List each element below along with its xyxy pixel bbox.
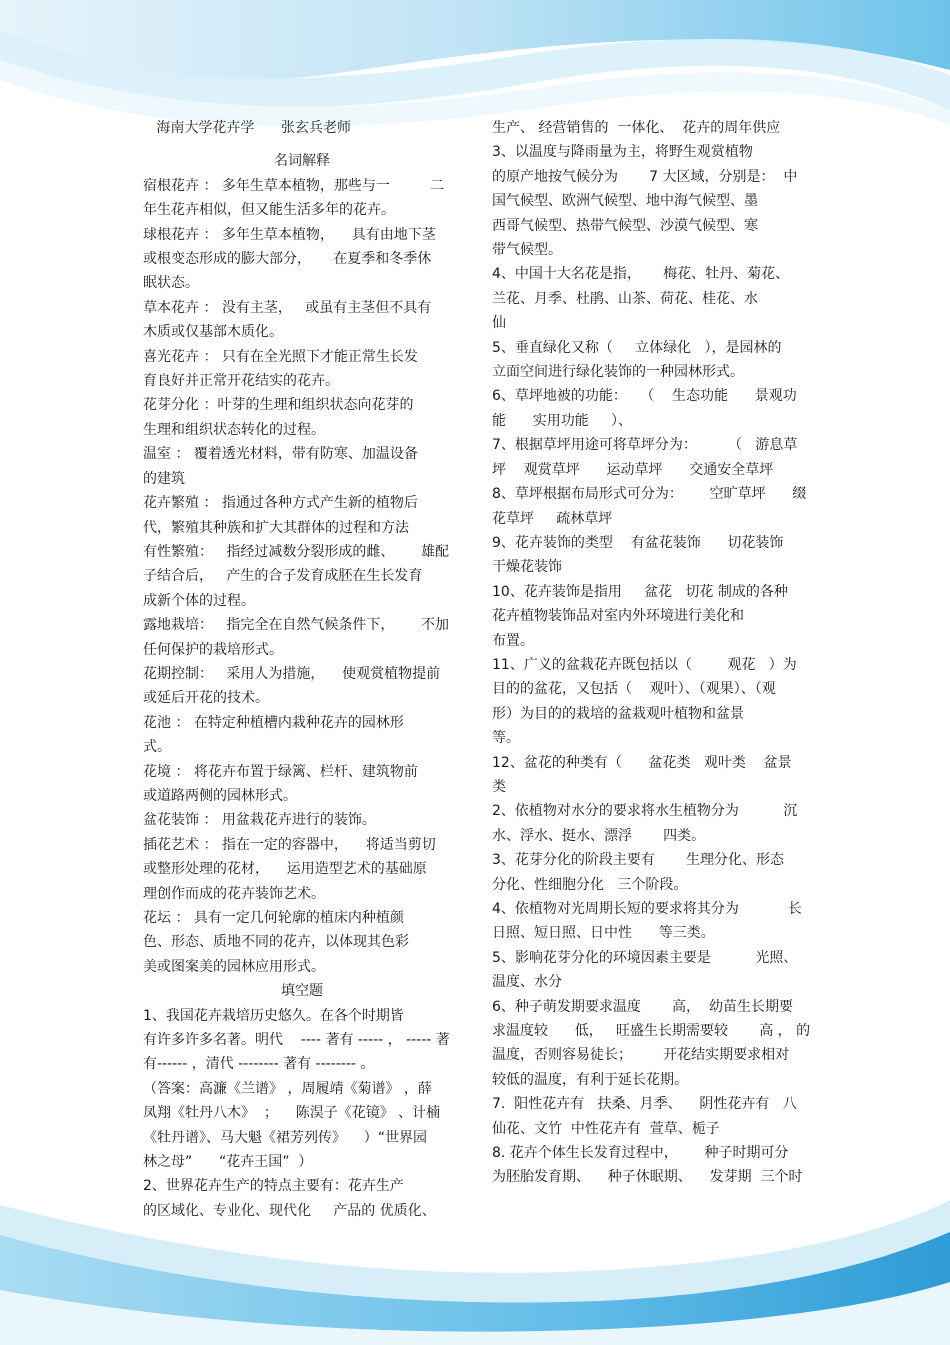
- text-line: 林之母” “花卉王国” ）: [143, 1154, 313, 1171]
- text-line: 目的的盆花，又包括（ 观叶）、（观果）、（观: [492, 681, 776, 698]
- text-line: 育良好并正常开花结实的花卉。: [143, 373, 339, 390]
- text-line: 插花艺术 ： 指在一定的容器中， 将适当剪切: [143, 836, 436, 853]
- text-line: 生理和组织状态转化的过程。: [143, 421, 325, 438]
- text-line: 草本花卉 ： 没有主茎， 或虽有主茎但不具有: [143, 299, 432, 316]
- text-line: 为胚胎发育期、 种子休眠期、 发芽期 三个时: [492, 1169, 803, 1186]
- text-line: 宿根花卉 ： 多年生草本植物，那些与一 二: [143, 177, 444, 194]
- text-line: 或整形处理的花材， 运用造型艺术的基础原: [143, 861, 427, 878]
- text-line: 坪 观赏草坪 运动草坪 交通安全草坪: [492, 461, 774, 478]
- text-line: 3、花芽分化的阶段主要有 生理分化、形态: [492, 852, 785, 869]
- text-line: 水、浮水、挺水、漂浮 四类。: [492, 827, 706, 844]
- text-line: 等。: [492, 730, 520, 747]
- line-spacer: [143, 140, 461, 149]
- text-line: 西哥气候型、热带气候型、沙漠气候型、寒: [492, 217, 758, 234]
- text-line: 盆花装饰 ： 用盆栽花卉进行的装饰。: [143, 812, 376, 829]
- text-line: 温度、水分: [492, 974, 562, 991]
- text-line: 成新个体的过程。: [143, 592, 255, 609]
- text-line: 球根花卉 ： 多年生草本植物， 具有由地下茎: [143, 226, 436, 243]
- text-line: 5、影响花芽分化的环境因素主要是 光照、: [492, 949, 798, 966]
- left-column: [143, 116, 461, 1223]
- text-line: 花坛 ： 具有一定几何轮廓的植床内种植颜: [143, 910, 404, 926]
- text-line: 美或图案美的园林应用形式。: [143, 958, 325, 975]
- text-line: 理创作而成的花卉装饰艺术。: [143, 885, 325, 902]
- text-line: 的建筑: [143, 470, 185, 487]
- text-line: 形）为目的的栽培的盆栽观叶植物和盆景: [492, 705, 744, 722]
- text-line: 露地栽培： 指完全在自然气候条件下， 不加: [143, 617, 450, 634]
- text-line: 仙: [492, 315, 506, 332]
- text-line: 7. 阳性花卉有 扶桑、月季、 阴性花卉有 八: [492, 1096, 797, 1113]
- text-line: 仙花、文竹 中性花卉有 萱草、栀子: [492, 1120, 720, 1137]
- document-title: 海南大学花卉学 张玄兵老师: [143, 120, 352, 136]
- text-line: 日照、短日照、日中性 等三类。: [492, 925, 715, 942]
- text-line: 9、花卉装饰的类型 有盆花装饰 切花装饰: [492, 534, 784, 551]
- text-line: 花期控制： 采用人为措施， 使观赏植物提前: [143, 665, 441, 682]
- text-line: 7、根据草坪用途可将草坪分为： （ 游息草: [492, 437, 798, 454]
- section-heading: 名词解释: [274, 153, 330, 170]
- text-line: 4、依植物对光周期长短的要求将其分为 长: [492, 901, 802, 917]
- text-line: 或根变态形成的膨大部分， 在夏季和冬季休: [143, 251, 432, 268]
- text-line: 色、形态、质地不同的花卉，以体现其色彩: [143, 934, 409, 951]
- text-line: 花池 ： 在特定种植槽内栽种花卉的园林形: [143, 714, 404, 731]
- text-line: 有性繁殖： 指经过减数分裂形成的雌、 雄配: [143, 543, 450, 560]
- text-line: 带气候型。: [492, 242, 562, 259]
- text-line: 求温度较 低， 旺盛生长期需要较 高 ， 的: [492, 1023, 811, 1040]
- text-line: 或道路两侧的园林形式。: [143, 787, 297, 804]
- text-line: 6、种子萌发期要求温度 高， 幼苗生长期要: [492, 998, 793, 1015]
- text-line: 生产、 经营销售的 一体化、 花卉的周年供应: [492, 120, 781, 136]
- text-line: 木质或仅基部木质化。: [143, 324, 283, 341]
- text-line: 花芽分化 ：叶芽的生理和组织状态向花芽的: [143, 397, 414, 414]
- text-line: 5、垂直绿化又称（ 立体绿化 ），是园林的: [492, 339, 782, 356]
- text-line: 喜光花卉 ： 只有在全光照下才能正常生长发: [143, 348, 418, 365]
- text-line: 立面空间进行绿化装饰的一种园林形式。: [492, 364, 744, 381]
- text-line: 2、依植物对水分的要求将水生植物分为 沉: [492, 803, 798, 820]
- text-line: 国气候型、欧洲气候型、地中海气候型、墨: [492, 193, 758, 210]
- text-line: 有------ ，清代 -------- 著有 -------- 。: [143, 1056, 375, 1073]
- text-line: 1、我国花卉栽培历史悠久。在各个时期皆: [143, 1007, 404, 1024]
- text-line: 分化、性细胞分化 三个阶段。: [492, 876, 688, 893]
- text-line: 8、草坪根据布局形式可分为： 空旷草坪 缀: [492, 486, 807, 503]
- text-line: 代，繁殖其种族和扩大其群体的过程和方法: [143, 519, 409, 536]
- text-line: 花草坪 疏林草坪: [492, 510, 613, 527]
- section-heading: 填空题: [281, 983, 323, 1000]
- text-line: 《牡丹谱》、马大魁《裙芳列传》 ）“世界园: [143, 1129, 428, 1146]
- text-line: 10、花卉装饰是指用 盆花 切花 制成的各种: [492, 583, 788, 600]
- text-line: 年生花卉相似，但又能生活多年的花卉。: [143, 202, 395, 219]
- text-line: 凤翔《牡丹八木》 ； 陈淏子《花镜》 、计楠: [143, 1105, 441, 1122]
- text-line: 8. 花卉个体生长发育过程中， 种子时期可分: [492, 1145, 789, 1162]
- text-line: 较低的温度，有利于延长花期。: [492, 1071, 688, 1088]
- text-line: 花卉植物装饰品对室内外环境进行美化和: [492, 608, 744, 625]
- text-line: 温室 ： 覆着透光材料，带有防寒、加温设备: [143, 446, 418, 463]
- text-line: 能 实用功能 ）、: [492, 412, 632, 429]
- text-line: 4、中国十大名花是指， 梅花、牡丹、菊花、: [492, 266, 790, 283]
- text-line: 有许多许多名著。明代 ---- 著有 ----- ， ----- 著: [143, 1032, 450, 1049]
- text-line: 任何保护的栽培形式。: [143, 641, 283, 658]
- text-line: 2、世界花卉生产的特点主要有：花卉生产: [143, 1178, 404, 1195]
- text-line: 花卉繁殖 ： 指通过各种方式产生新的植物后: [143, 495, 418, 512]
- text-line: 子结合后， 产生的合子发育成胚在生长发育: [143, 568, 423, 585]
- text-line: 眠状态。: [143, 275, 199, 292]
- text-line: 类: [492, 778, 506, 795]
- text-line: 11、广义的盆栽花卉既包括以（ 观花 ）为: [492, 656, 797, 673]
- text-line: 布置。: [492, 632, 534, 649]
- text-line: 的区域化、专业化、现代化 产品的 优质化、: [143, 1202, 436, 1219]
- text-line: 6、草坪地被的功能： （ 生态功能 景观功: [492, 388, 797, 405]
- text-line: （答案：高濂《兰谱》 ，周履靖《菊谱》 ，薛: [143, 1080, 432, 1097]
- text-line: 花境 ： 将花卉布置于绿篱、栏杆、建筑物前: [143, 763, 418, 780]
- text-line: 温度，否则容易徒长； 开花结实期要求相对: [492, 1047, 790, 1064]
- text-line: 干燥花装饰: [492, 559, 562, 576]
- text-line: 的原产地按气候分为 7 大区域，分别是： 中: [492, 168, 798, 185]
- text-line: 式。: [143, 739, 171, 756]
- text-line: 或延后开花的技术。: [143, 690, 269, 707]
- text-line: 兰花、月季、杜鹃、山茶、荷花、桂花、水: [492, 290, 758, 307]
- right-column: [492, 116, 810, 1190]
- text-line: 3、以温度与降雨量为主，将野生观赏植物: [492, 144, 753, 161]
- text-line: 12、盆花的种类有（ 盆花类 观叶类 盆景: [492, 754, 792, 771]
